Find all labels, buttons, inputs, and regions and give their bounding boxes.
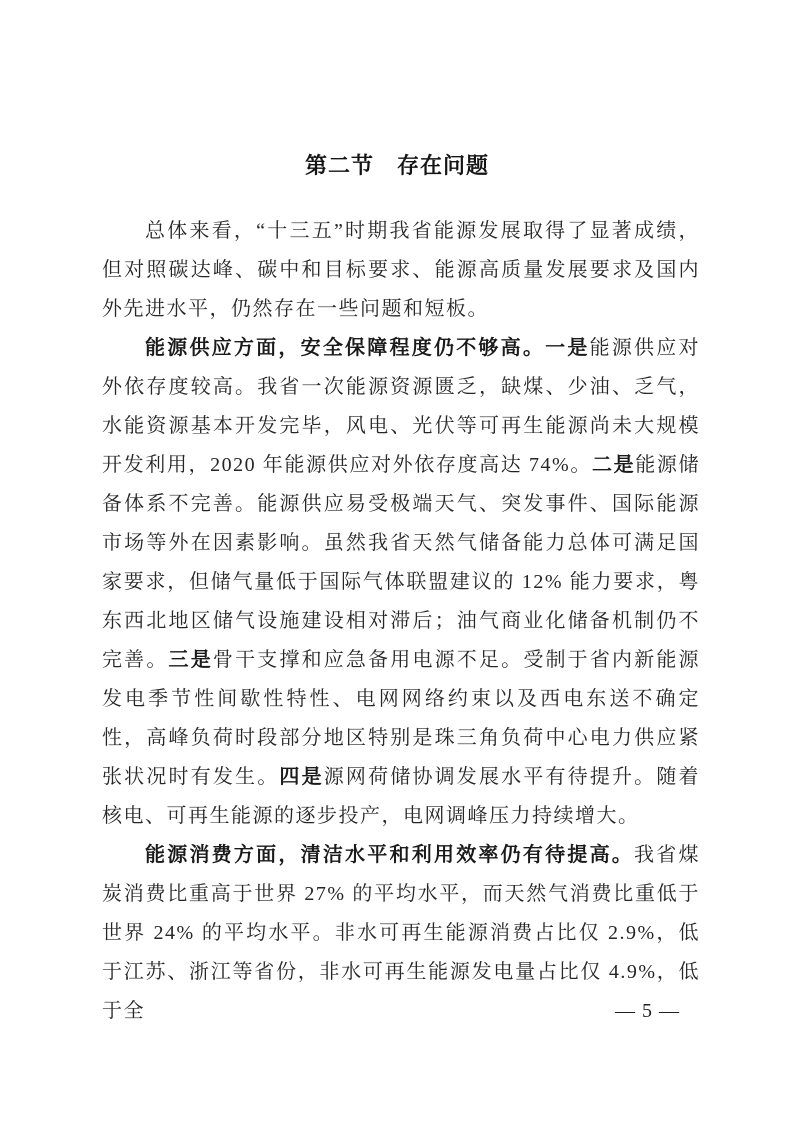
bold-text-run: 四是 — [279, 766, 324, 788]
text-run: 我省煤炭消费比重高于世界 27% 的平均水平，而天然气消费比重低于世界 24% 的平均水平。非水可再生能源消费占比仅 2.9%，低于江苏、浙江等省份，非水可再生能源发电量占比仅 4.9%，低于全 — [102, 844, 701, 1022]
section-title: 第二节 存在问题 — [304, 153, 489, 178]
bold-text-run: 二是 — [591, 454, 636, 476]
bold-text-run: 三是 — [168, 649, 213, 671]
text-run: 源网荷储协调发展水平有待提升。随着核电、可再生能源的逐步投产，电网调峰压力持续增大。 — [102, 766, 701, 827]
bold-text-run: 能源消费方面，清洁水平和利用效率仍有待提高。 — [145, 844, 635, 866]
bold-text-run: 能源供应方面，安全保障程度仍不够高。一是 — [145, 337, 590, 359]
text-run: 能源供应对外依存度较高。我省一次能源资源匮乏，缺煤、少油、乏气，水能资源基本开发完毕，风电、光伏等可再生能源尚未大规模开发利用，2020 年能源供应对外依存度高达 74%。 — [102, 337, 701, 476]
text-run: 骨干支撑和应急备用电源不足。受制于省内新能源发电季节性间歇性特性、电网网络约束以及西电东送不确定性，高峰负荷时段部分地区特别是珠三角负荷中心电力供应紧张状况时有发生。 — [102, 649, 701, 788]
paragraph — [102, 329, 700, 836]
page-number: — 5 — — [615, 1000, 680, 1022]
paragraph — [102, 212, 700, 329]
document-body — [102, 212, 700, 1031]
paragraph — [102, 836, 700, 1031]
text-run: 能源储备体系不完善。能源供应易受极端天气、突发事件、国际能源市场等外在因素影响。虽然我省天然气储备能力总体可满足国家要求，但储气量低于国际气体联盟建议的 12% 能力要求，粤东西北地区储气设施建设相对滞后；油气商业化储备机制仍不完善。 — [102, 454, 701, 671]
text-run: 总体来看，“十三五”时期我省能源发展取得了显著成绩，但对照碳达峰、碳中和目标要求、能源高质量发展要求及国内外先进水平，仍然存在一些问题和短板。 — [102, 220, 700, 320]
